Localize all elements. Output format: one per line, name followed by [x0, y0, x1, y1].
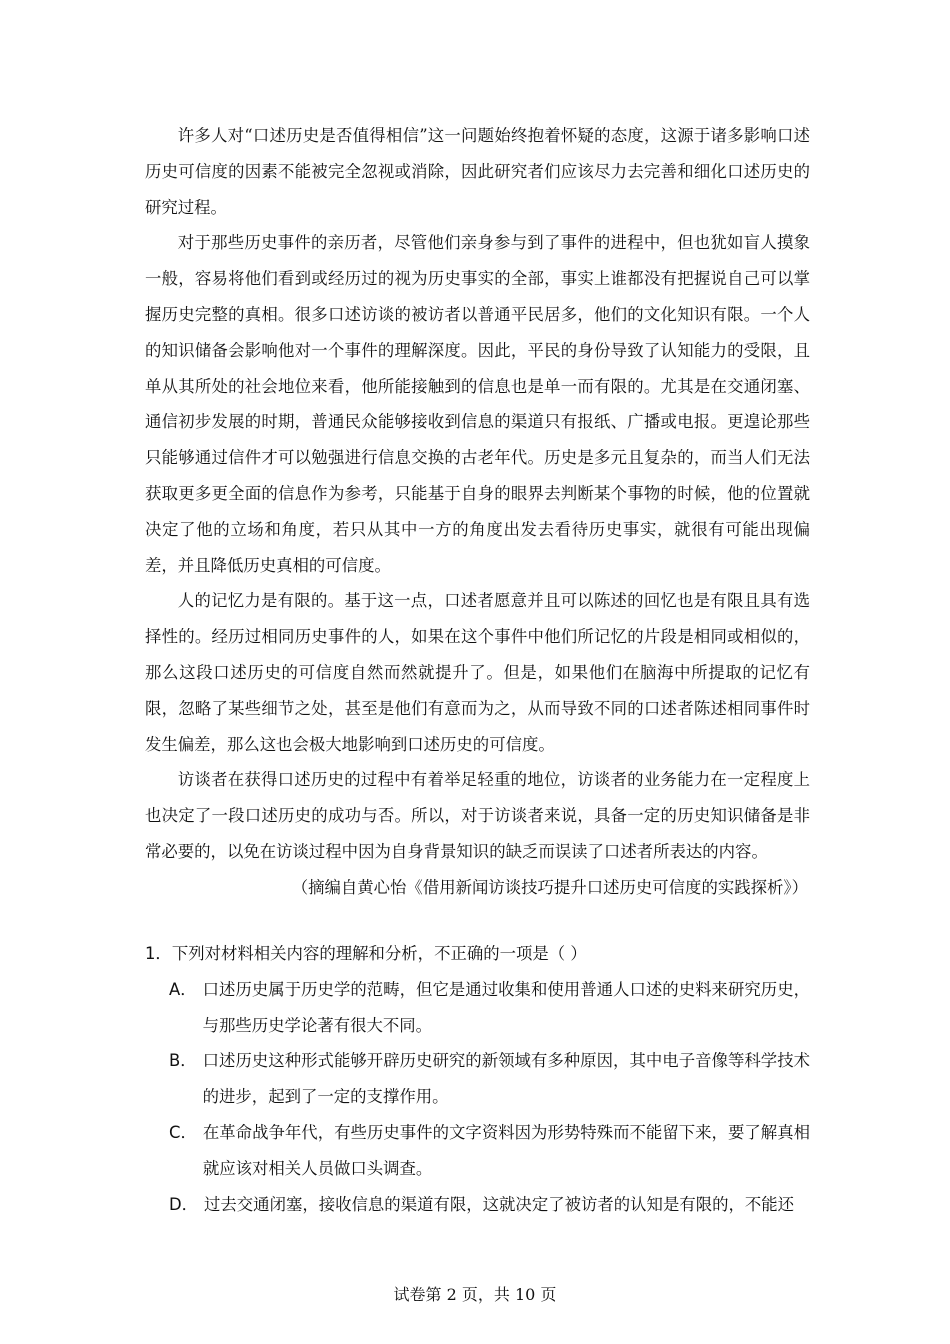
option-c-text: 在革命战争年代，有些历史事件的文字资料因为形势特殊而不能留下来，要了解真相就应该对相关人员做口头调查。 [202, 1122, 810, 1178]
passage-paragraph-1: 许多人对“口述历史是否值得相信”这一问题始终抱着怀疑的态度，这源于诸多影响口述历史可信度的因素不能被完全忽视或消除，因此研究者们应该尽力去完善和细化口述历史的研究过程。 [145, 126, 810, 217]
option-b [145, 1043, 810, 1115]
question-1 [145, 936, 810, 1222]
option-a-letter: A． [169, 979, 197, 999]
passage-paragraph-4: 访谈者在获得口述历史的过程中有着举足轻重的地位，访谈者的业务能力在一定程度上也决定了一段口述历史的成功与否。所以，对于访谈者来说，具备一定的历史知识储备是非常必要的，以免在访谈过程中因为自身背景知识的缺乏而误读了口述者所表达的内容。 [145, 770, 810, 861]
option-b-letter: B． [169, 1051, 197, 1071]
option-d-letter: D． [169, 1194, 199, 1214]
option-d [145, 1187, 810, 1223]
passage-paragraph-3: 人的记忆力是有限的。基于这一点，口述者愿意并且可以陈述的回忆也是有限且具有选择性的。经历过相同历史事件的人，如果在这个事件中他们所记忆的片段是相同或相似的，那么这段口述历史的可信度自然而然就提升了。但是，如果他们在脑海中所提取的记忆有限，忽略了某些细节之处，甚至是他们有意而为之，从而导致不同的口述者陈述相同事件时发生偏差，那么这也会极大地影响到口述历史的可信度。 [145, 591, 810, 754]
option-c-letter: C． [169, 1122, 197, 1142]
option-d-text: 过去交通闭塞，接收信息的渠道有限，这就决定了被访者的认知是有限的，不能还 [204, 1194, 795, 1214]
passage-paragraph-2: 对于那些历史事件的亲历者，尽管他们亲身参与到了事件的进程中，但也犹如盲人摸象一般，容易将他们看到或经历过的视为历史事实的全部，事实上谁都没有把握说自己可以掌握历史完整的真相。很多口述访谈的被访者以普通平民居多，他们的文化知识有限。一个人的知识储备会影响他对一个事件的理解深度。因此，平民的身份导致了认知能力的受限，且单从其所处的社会地位来看，他所能接触到的信息也是单一而有限的。尤其是在交通闭塞、通信初步发展的时期，普通民众能够接收到信息的渠道只有报纸、广播或电报。更遑论那些只能够通过信件才可以勉强进行信息交换的古老年代。历史是多元且复杂的，而当人们无法获取更多更全面的信息作为参考，只能基于自身的眼界去判断某个事物的时候，他的位置就决定了他的立场和角度，若只从其中一方的角度出发去看待历史事实，就很有可能出现偏差，并且降低历史真相的可信度。 [145, 233, 810, 575]
option-b-text: 口述历史这种形式能够开辟历史研究的新领域有多种原因，其中电子音像等科学技术的进步，起到了一定的支撑作用。 [202, 1051, 810, 1107]
reading-passage [145, 118, 810, 906]
question-stem: 1．下列对材料相关内容的理解和分析，不正确的一项是（ ） [145, 944, 587, 963]
option-c [145, 1115, 810, 1187]
passage-source: （摘编自黄心怡《借用新闻访谈技巧提升口述历史可信度的实践探析》） [291, 877, 808, 897]
option-a-text: 口述历史属于历史学的范畴，但它是通过收集和使用普通人口述的史料来研究历史，与那些历史学论著有很大不同。 [202, 979, 810, 1035]
option-a [145, 972, 810, 1044]
page-footer: 试卷第 2 页，共 10 页 [393, 1285, 557, 1304]
